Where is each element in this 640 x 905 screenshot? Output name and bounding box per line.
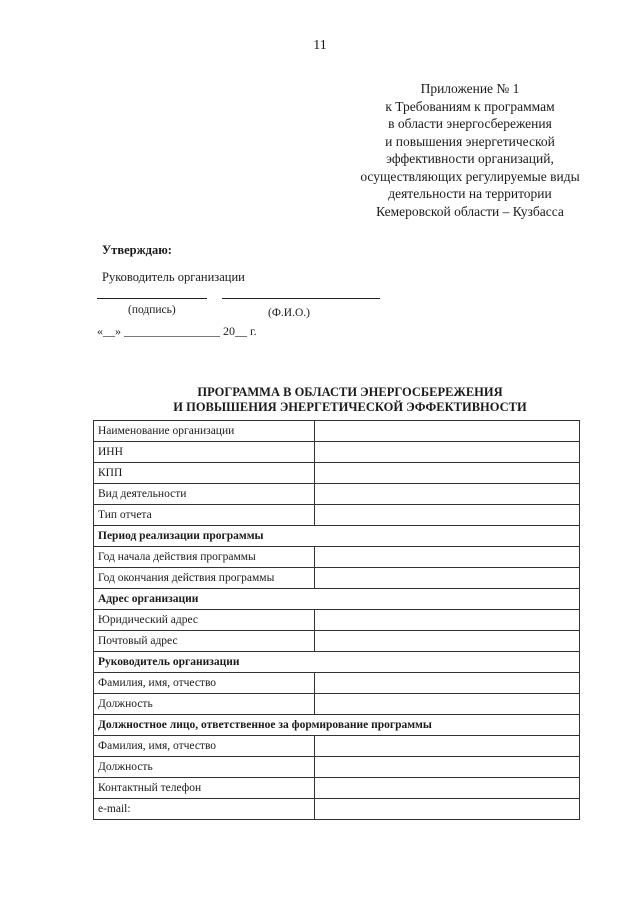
field-label: Юридический адрес	[94, 610, 315, 631]
table-row	[94, 568, 580, 589]
table-row	[94, 442, 580, 463]
table-row	[94, 547, 580, 568]
table-row	[94, 484, 580, 505]
field-value[interactable]	[315, 799, 580, 820]
section-heading: Руководитель организации	[94, 652, 580, 673]
name-caption: (Ф.И.О.)	[268, 307, 310, 319]
table-section-row	[94, 526, 580, 547]
table-section-row	[94, 652, 580, 673]
field-value[interactable]	[315, 757, 580, 778]
table-row	[94, 799, 580, 820]
appendix-line: к Требованиям к программам	[385, 98, 555, 114]
date-line: «__» ________________ 20__ г.	[97, 324, 257, 338]
document-title-line: И ПОВЫШЕНИЯ ЭНЕРГЕТИЧЕСКОЙ ЭФФЕКТИВНОСТИ	[173, 400, 527, 414]
field-value[interactable]	[315, 736, 580, 757]
field-value[interactable]	[315, 463, 580, 484]
signature-line	[97, 298, 207, 299]
field-label: Контактный телефон	[94, 778, 315, 799]
field-value[interactable]	[315, 442, 580, 463]
table-row	[94, 694, 580, 715]
page-number: 11	[313, 38, 327, 53]
field-label: Должность	[94, 694, 315, 715]
appendix-line: Кемеровской области – Кузбасса	[376, 203, 564, 219]
appendix-line: осуществляющих регулируемые виды	[360, 168, 580, 184]
field-value[interactable]	[315, 673, 580, 694]
appendix-header	[340, 80, 600, 220]
field-label: Наименование организации	[94, 421, 315, 442]
appendix-line: и повышения энергетической	[385, 133, 555, 149]
field-label: e-mail:	[94, 799, 315, 820]
table-row	[94, 778, 580, 799]
field-value[interactable]	[315, 778, 580, 799]
field-label: ИНН	[94, 442, 315, 463]
program-form-table	[93, 420, 580, 820]
table-section-row	[94, 589, 580, 610]
field-label: Вид деятельности	[94, 484, 315, 505]
field-label: Фамилия, имя, отчество	[94, 736, 315, 757]
field-label: Почтовый адрес	[94, 631, 315, 652]
approval-heading: Утверждаю:	[102, 243, 172, 257]
field-value[interactable]	[315, 631, 580, 652]
document-title	[120, 385, 580, 415]
appendix-line: в области энергосбережения	[388, 116, 552, 131]
field-label: Год начала действия программы	[94, 547, 315, 568]
appendix-line: деятельности на территории	[388, 186, 552, 201]
table-row	[94, 610, 580, 631]
appendix-line: эффективности организаций,	[386, 151, 554, 166]
document-title-line: ПРОГРАММА В ОБЛАСТИ ЭНЕРГОСБЕРЕЖЕНИЯ	[197, 385, 503, 399]
field-label: КПП	[94, 463, 315, 484]
table-section-row	[94, 715, 580, 736]
field-value[interactable]	[315, 547, 580, 568]
field-value[interactable]	[315, 484, 580, 505]
field-label: Фамилия, имя, отчество	[94, 673, 315, 694]
table-row	[94, 736, 580, 757]
table-row	[94, 631, 580, 652]
field-value[interactable]	[315, 694, 580, 715]
appendix-line: Приложение № 1	[420, 81, 520, 96]
table-row	[94, 757, 580, 778]
field-label: Тип отчета	[94, 505, 315, 526]
name-line	[222, 298, 380, 299]
table-row	[94, 421, 580, 442]
signature-caption: (подпись)	[128, 304, 176, 316]
field-value[interactable]	[315, 568, 580, 589]
field-value[interactable]	[315, 505, 580, 526]
field-value[interactable]	[315, 610, 580, 631]
field-label: Должность	[94, 757, 315, 778]
section-heading: Адрес организации	[94, 589, 580, 610]
section-heading: Период реализации программы	[94, 526, 580, 547]
table-row	[94, 463, 580, 484]
table-row	[94, 673, 580, 694]
approval-role: Руководитель организации	[102, 270, 245, 284]
table-row	[94, 505, 580, 526]
field-label: Год окончания действия программы	[94, 568, 315, 589]
approval-block	[102, 243, 245, 285]
section-heading: Должностное лицо, ответственное за формирование программы	[94, 715, 580, 736]
field-value[interactable]	[315, 421, 580, 442]
